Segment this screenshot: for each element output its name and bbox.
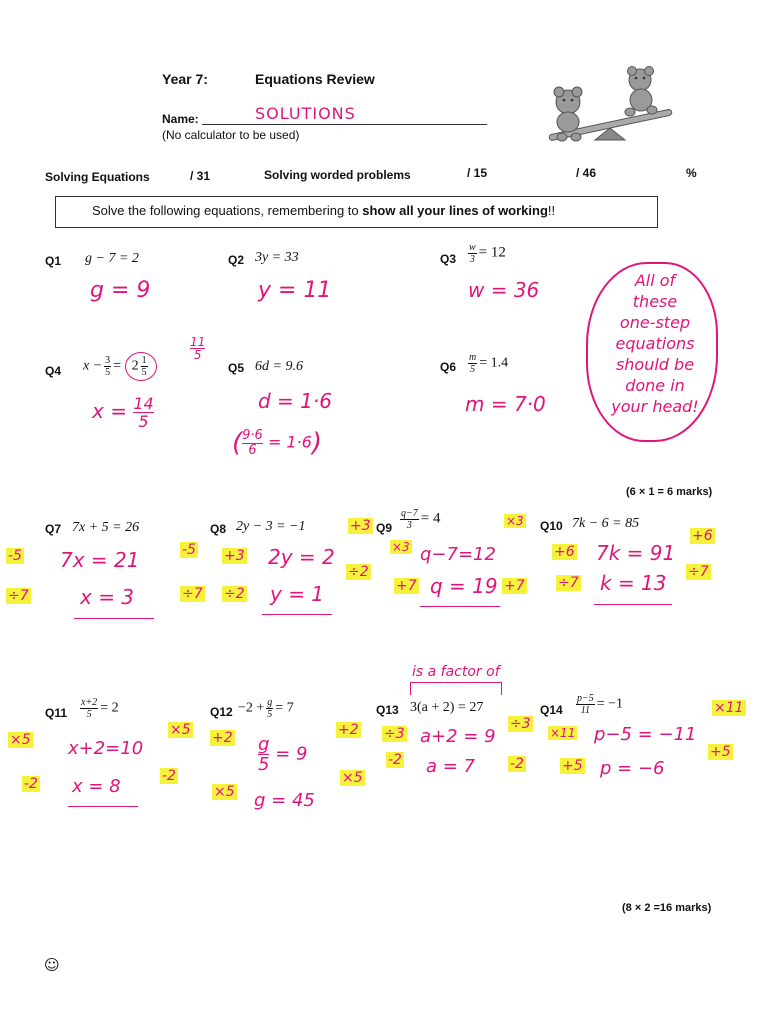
q2-answer: y = 11 [258,278,332,303]
q9-line2: q = 19 [430,574,498,598]
q7-line1: 7x = 21 [60,548,140,572]
q9-answer-underline [420,606,500,607]
q4-circled-mixed-number: 2 $\frac{1}{5}$ [125,352,157,381]
q10-op2-left: ÷7 [558,575,579,591]
q8-op1-right: +3 [350,518,371,534]
q6-equation: $\frac{m}{5}$ = 1.4 [469,352,509,375]
q1-label: Q1 [45,254,62,268]
q3-label: Q3 [440,252,457,266]
q4-answer: x = $\frac{14}{5}$ [92,394,154,431]
name-line [202,124,487,125]
q7-answer-underline [74,618,154,619]
q2-label: Q2 [228,253,245,267]
q11-label: Q11 [45,706,68,720]
q3-fraction: $\frac{w}{3}$ [469,242,476,265]
q11-op2-left: -2 [24,776,38,792]
q11-op1-right: ×5 [170,722,191,738]
q7-op1-right: -5 [182,542,196,558]
solving-equations-total: / 31 [190,169,211,183]
q13-line2: a = 7 [426,756,476,777]
q12-op2-left: ×5 [214,784,235,800]
q14-op1-left: ×11 [550,726,576,740]
q3-equation: $\frac{w}{3}$ = 12 [469,242,506,265]
q14-op2-right: +5 [710,744,731,760]
q14-line1: p−5 = −11 [594,724,697,745]
q4-equation: x − $\frac{3}{5}$ = 2 $\frac{1}{5}$ [83,352,157,381]
q14-label: Q14 [540,703,563,717]
q12-line1: $\frac{g}{5}$ = 9 [258,734,308,775]
q2-equation: 3y = 33 [255,250,299,265]
q8-op2-left: ÷2 [224,586,245,602]
q11-line2: x = 8 [72,776,121,797]
factor-annotation: is a factor of [412,664,500,680]
q4-label: Q4 [45,364,62,378]
q9-equation: $\frac{q-7}{3}$ = 4 [401,508,441,531]
q7-label: Q7 [45,522,62,536]
q11-op1-left: ×5 [10,732,31,748]
solving-equations-label: Solving Equations [45,170,150,184]
q12-op1-left: +2 [212,730,233,746]
q13-equation: 3(a + 2) = 27 [410,700,484,715]
q14-equation: $\frac{p-5}{11}$ = −1 [577,693,624,716]
q10-op1-left: +6 [554,544,575,560]
q11-equation: $\frac{x+2}{5}$ = 2 [81,697,119,720]
q5-equation: 6d = 9.6 [255,359,303,374]
q11-op2-right: -2 [162,768,176,784]
q8-equation: 2y − 3 = −1 [236,519,306,534]
q13-line1: a+2 = 9 [420,726,496,747]
q9-label: Q9 [376,521,393,535]
q14-op2-left: +5 [562,758,583,774]
instruction-text [92,203,555,218]
instruction-before: Solve the following equations, remembering to [92,203,363,218]
q12-equation: −2 + $\frac{g}{5}$ = 7 [238,697,294,720]
q8-label: Q8 [210,522,227,536]
overall-total: / 46 [576,166,597,180]
q1-answer: g = 9 [90,278,151,303]
head-note-text: All of these one-step equations should be done in your head! [611,271,699,416]
q13-op2-right: -2 [510,756,524,772]
q7-op2-right: ÷7 [182,586,203,602]
q7-op1-left: -5 [8,548,22,564]
q8-op2-right: ÷2 [348,564,369,580]
q10-op2-right: ÷7 [688,564,709,580]
factor-annotation-bracket [410,682,502,695]
section1-marks: (6 × 1 = 6 marks) [626,486,713,498]
name-value: SOLUTIONS [255,104,356,123]
q10-line1: 7k = 91 [596,541,676,565]
q14-op1-right: ×11 [714,700,744,716]
q10-label: Q10 [540,519,563,533]
q6-answer: m = 7·0 [465,392,546,416]
q1-equation: g − 7 = 2 [85,251,139,266]
q12-op1-right: +2 [338,722,359,738]
calculator-note: (No calculator to be used) [162,128,300,142]
page-title: Equations Review [255,71,375,87]
q6-label: Q6 [440,360,457,374]
name-label: Name: [162,112,199,126]
q14-line2: p = −6 [600,758,665,779]
q9-op2-left: +7 [396,578,417,594]
q7-equation: 7x + 5 = 26 [72,520,140,535]
q4-improper-note: 11 5 [190,335,206,362]
q11-line1: x+2=10 [68,738,144,759]
q5-check: ( $\frac{9\cdot 6}{6}$ = 1·6) [232,427,323,458]
q9-op2-right: +7 [504,578,525,594]
percent-label: % [686,166,697,180]
q7-op2-left: ÷7 [8,588,29,604]
section2-marks: (8 × 2 =16 marks) [622,902,712,914]
q10-line2: k = 13 [600,571,667,595]
instruction-after: !! [547,203,556,218]
q3-answer: w = 36 [468,278,540,302]
q9-line1: q−7=12 [420,544,496,565]
q7-line2: x = 3 [80,585,135,609]
q8-answer-underline [262,614,332,615]
q10-answer-underline [594,604,672,605]
q12-label: Q12 [210,705,233,719]
q13-op1-left: ÷3 [384,726,405,742]
q9-op1-left: ×3 [392,540,410,554]
worded-problems-total: / 15 [467,166,488,180]
q12-op2-right: ×5 [342,770,363,786]
q10-equation: 7k − 6 = 85 [572,516,640,531]
q10-op1-right: +6 [692,528,713,544]
q8-op1-left: +3 [224,548,245,564]
q13-op2-left: -2 [388,752,402,768]
q13-op1-right: ÷3 [510,716,531,732]
worded-problems-label: Solving worded problems [264,168,411,182]
q8-line1: 2y = 2 [268,545,335,569]
year-label: Year 7: [162,71,208,87]
q5-label: Q5 [228,361,245,375]
smiley-icon: ☺ [44,956,60,974]
q8-line2: y = 1 [270,582,325,606]
q12-line2: g = 45 [254,790,315,811]
q9-op0: ×3 [506,514,524,528]
q13-label: Q13 [376,703,399,717]
q11-answer-underline [68,806,138,807]
q5-answer: d = 1·6 [258,389,332,413]
teddy-seesaw-illustration [540,62,680,157]
instruction-bold: show all your lines of working [362,203,548,218]
